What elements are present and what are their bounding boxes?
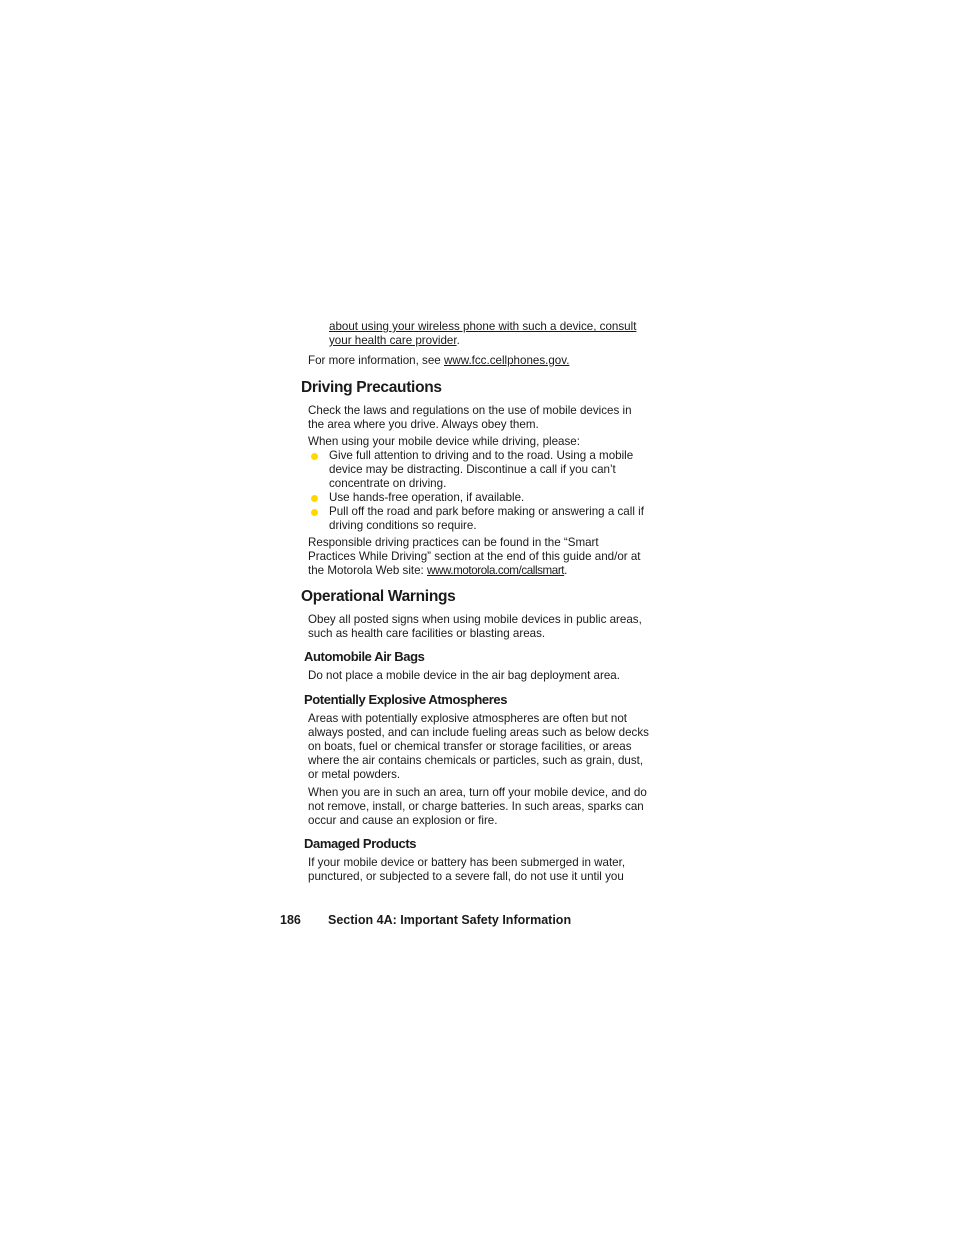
bullet-1-line1: Give full attention to driving and to the road. Using a mobile	[329, 449, 634, 462]
air-bags-heading: Automobile Air Bags	[304, 649, 425, 664]
intro-link-line2[interactable]: your health care provider	[329, 334, 457, 347]
driving-p3-line1: Responsible driving practices can be found in the “Smart	[308, 536, 599, 549]
explosive-p1-line2: always posted, and can include fueling areas such as below decks	[308, 726, 649, 739]
damaged-p1-line1: If your mobile device or battery has been submerged in water,	[308, 856, 626, 869]
operational-warnings-heading: Operational Warnings	[301, 588, 456, 605]
section-title: Section 4A: Important Safety Information	[328, 913, 572, 927]
bullet-2-line1: Use hands-free operation, if available.	[329, 491, 525, 504]
damaged-paragraph	[308, 856, 660, 884]
explosive-p1-line3: on boats, fuel or chemical transfer or storage facilities, or areas	[308, 740, 632, 753]
driving-p1-line2: the area where you drive. Always obey them.	[308, 418, 539, 431]
explosive-paragraph-2	[308, 786, 660, 828]
driving-p3-line2: Practices While Driving” section at the end of this guide and/or at	[308, 550, 641, 563]
explosive-atmospheres-heading: Potentially Explosive Atmospheres	[304, 692, 508, 707]
driving-precautions-heading: Driving Precautions	[301, 379, 442, 396]
driving-p1-line1: Check the laws and regulations on the use of mobile devices in	[308, 404, 632, 417]
more-info-prefix: For more information, see	[308, 354, 444, 367]
page-number: 186	[280, 913, 301, 927]
bullet-icon	[311, 509, 318, 516]
explosive-p1-line1: Areas with potentially explosive atmospheres are often but not	[308, 712, 628, 725]
air-bags-paragraph: Do not place a mobile device in the air bag deployment area.	[308, 669, 620, 682]
explosive-p2-line1: When you are in such an area, turn off your mobile device, and do	[308, 786, 647, 799]
bullet-3-line1: Pull off the road and park before making or answering a call if	[329, 505, 644, 518]
explosive-p1-line5: or metal powders.	[308, 768, 401, 781]
operational-paragraph	[308, 613, 660, 641]
driving-p3-prefix: the Motorola Web site:	[308, 564, 427, 577]
fcc-link[interactable]: www.fcc.cellphones.gov.	[443, 354, 570, 367]
explosive-p1-line4: where the air contains chemicals or particles, such as grain, dust,	[308, 754, 644, 767]
bullet-1-line2: device may be distracting. Discontinue a call if you can’t	[329, 463, 616, 476]
explosive-p2-line2: not remove, install, or charge batteries. In such areas, sparks can	[308, 800, 644, 813]
bullet-icon	[311, 495, 318, 502]
damaged-products-heading: Damaged Products	[304, 836, 417, 851]
bullet-icon	[311, 453, 318, 460]
explosive-paragraph-1	[308, 712, 660, 782]
operational-p1-line2: such as health care facilities or blasting areas.	[308, 627, 546, 640]
driving-p3-suffix: .	[564, 564, 568, 577]
intro-line2-suffix: .	[456, 334, 460, 347]
driving-paragraph-3	[308, 536, 660, 578]
intro-link-line1[interactable]: about using your wireless phone with such a device, consult	[329, 320, 637, 333]
operational-p1-line1: Obey all posted signs when using mobile devices in public areas,	[308, 613, 642, 626]
motorola-callsmart-link[interactable]: www.motorola.com/callsmart	[427, 564, 565, 577]
explosive-p2-line3: occur and cause an explosion or fire.	[308, 814, 498, 827]
damaged-p1-line2: punctured, or subjected to a severe fall, do not use it until you	[308, 870, 624, 883]
bullet-1-line3: concentrate on driving.	[329, 477, 447, 490]
driving-paragraph-1	[308, 404, 660, 432]
more-info-line	[308, 354, 660, 368]
bullet-3-line2: driving conditions so require.	[329, 519, 477, 532]
driving-paragraph-2: When using your mobile device while driving, please:	[308, 435, 580, 448]
intro-continuation	[329, 320, 669, 348]
